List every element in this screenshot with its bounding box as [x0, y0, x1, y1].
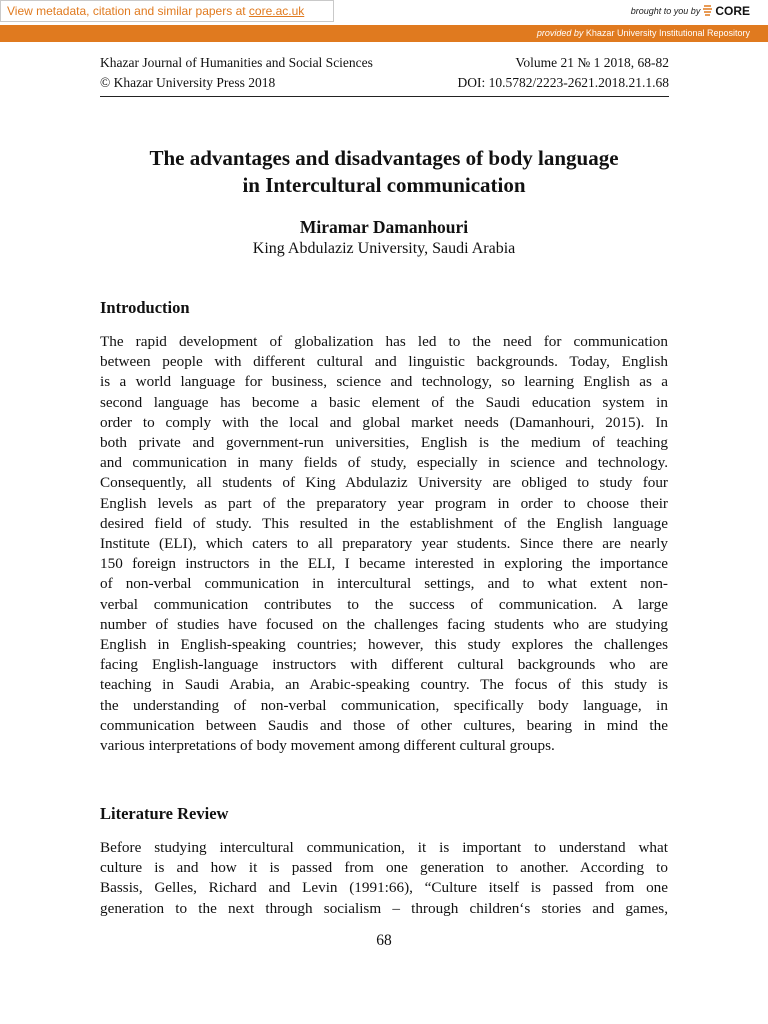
intro-paragraph: [100, 332, 668, 756]
core-logo-icon: [702, 5, 713, 17]
text-line: and communication in many fields of study, especially in science and technology.: [100, 454, 668, 472]
copyright: © Khazar University Press 2018: [100, 75, 276, 90]
text-line: the understanding of non-verbal communication, specifically body language, in: [100, 696, 668, 714]
text-line: both private and government-run universities, English is the medium of teaching: [100, 434, 668, 452]
intro-heading: Introduction: [100, 298, 190, 317]
title-line-2: in Intercultural communication: [242, 173, 526, 197]
brought-by-text: brought to you by: [630, 6, 701, 16]
text-line: The rapid development of globalization has led to the need for communication: [100, 333, 668, 350]
text-line: culture is and how it is passed from one generation to another. According to: [100, 859, 668, 877]
text-line: 150 foreign instructors in the ELI, I became interested in exploring the importance: [100, 555, 668, 573]
text-line: is a world language for business, science and technology, so learning English as a: [100, 373, 668, 391]
author-name: Miramar Damanhouri: [299, 217, 469, 237]
text-line: communication between Saudis and those of other cultures, bearing in mind the: [100, 716, 668, 734]
text-line: generation to the next through socialism – through children‘s stories and games,: [100, 899, 668, 917]
lit-review-heading: Literature Review: [100, 804, 229, 823]
page-number: 68: [376, 932, 392, 949]
author-affiliation: King Abdulaziz University, Saudi Arabia: [252, 240, 516, 257]
core-logo[interactable]: [702, 4, 750, 18]
text-line: Bassis, Gelles, Richard and Levin (1991:66), “Culture itself is passed from one: [100, 879, 668, 897]
journal-name: Khazar Journal of Humanities and Social Sciences: [100, 55, 373, 70]
text-line: order to comply with the local and global market needs (Damanhouri, 2015). In: [100, 413, 668, 431]
core-banner: [0, 0, 768, 25]
text-line: English in English-speaking countries; however, this study explores the challenges: [100, 636, 668, 654]
running-header: [100, 53, 669, 93]
text-line: English levels as part of the preparatory year program in order to choose their: [100, 494, 668, 512]
text-line: verbal communication contributes to the success of communication. A large: [100, 595, 668, 613]
article-title: [60, 145, 708, 199]
title-line-1: The advantages and disadvantages of body language: [149, 146, 619, 170]
header-rule: [100, 96, 669, 97]
provided-by-bar: [0, 25, 768, 42]
text-line: between people with different cultural and linguistic backgrounds. Today, English: [100, 353, 668, 371]
lit-review-paragraph: [100, 838, 668, 919]
text-line: various interpretations of body movement among different cultural groups.: [100, 737, 555, 755]
doi: DOI: 10.5782/2223-2621.2018.21.1.68: [457, 75, 669, 90]
text-line: number of studies have focused on the challenges facing students who are studying: [100, 615, 668, 633]
text-line: teaching in Saudi Arabia, an Arabic-speaking country. The focus of this study is: [100, 676, 668, 694]
provided-by-label: provided by: [536, 28, 584, 38]
text-line: of non-verbal communication in intercultural settings, and to what extent non-: [100, 575, 668, 593]
metadata-text: View metadata, citation and similar papers at: [7, 4, 249, 18]
text-line: Institute (ELI), which caters to all preparatory year students. Since there are nearly: [100, 535, 668, 553]
text-line: Consequently, all students of King Abdulaziz University are obliged to study four: [100, 474, 668, 492]
volume-info: Volume 21 № 1 2018, 68-82: [515, 55, 669, 70]
text-line: desired field of study. This resulted in the establishment of the English language: [100, 514, 668, 532]
repository-name[interactable]: Khazar University Institutional Repository: [585, 28, 750, 38]
text-line: second language has become a basic element of the Saudi education system in: [100, 393, 668, 411]
brought-by: [631, 4, 750, 18]
core-logo-text: CORE: [715, 4, 750, 18]
metadata-box: [0, 0, 334, 22]
text-line: facing English-language instructors with different cultural backgrounds who are: [100, 656, 668, 674]
text-line: Before studying intercultural communication, it is important to understand what: [100, 839, 668, 856]
core-link[interactable]: core.ac.uk: [248, 4, 305, 18]
